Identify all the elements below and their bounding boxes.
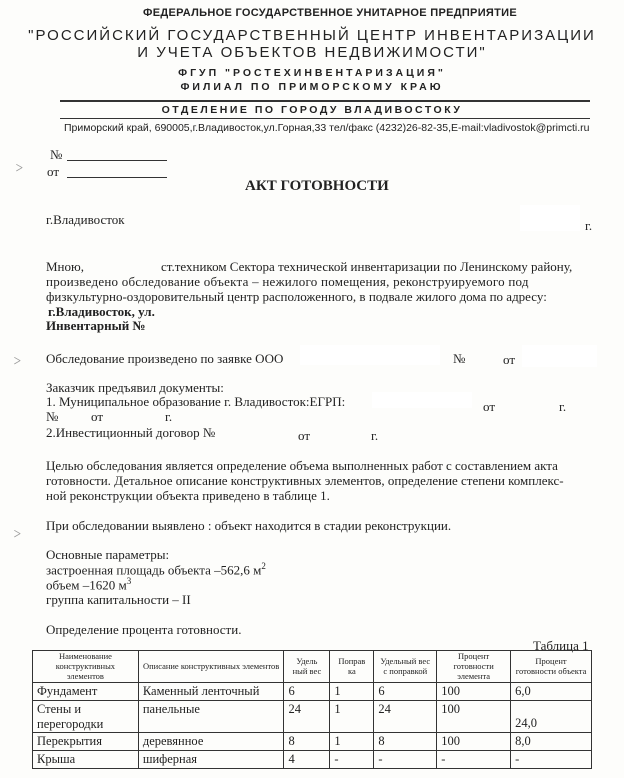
margin-mark-2: ﹥ [8, 349, 26, 369]
cell: 24,0 [511, 701, 592, 733]
cell: Фундамент [33, 683, 139, 701]
table-row [33, 751, 592, 769]
cell: 100 [437, 701, 511, 733]
header-line1: ФЕДЕРАЛЬНОЕ ГОСУДАРСТВЕННОЕ УНИТАРНОЕ ПРЕДПРИЯТИЕ [143, 7, 517, 19]
th-correction: Поправ ка [330, 651, 374, 683]
cell: 1 [330, 701, 374, 733]
header-line5: ФИЛИАЛ ПО ПРИМОРСКОМУ КРАЮ [180, 81, 444, 93]
param-2 [46, 576, 131, 593]
reg-no-line [67, 160, 167, 161]
reg-no-label: № [50, 147, 63, 162]
header-line4: ФГУП "РОСТЕХИНВЕНТАРИЗАЦИЯ" [178, 67, 446, 79]
redacted-company [300, 345, 440, 365]
param-1-sup: 2 [261, 561, 266, 571]
cell: панельные [138, 701, 284, 733]
params-title: Основные параметры: [46, 547, 170, 562]
cell: 4 [284, 751, 330, 769]
finding: При обследовании выявлено : объект находится в стадии реконструкции. [46, 518, 452, 533]
cell: 1 [330, 733, 374, 751]
header-address: Приморский край, 690005,г.Владивосток,ул.Горная,33 тел/факс (4232)26-82-35,E-mail:vladivostok@primcti.ru [64, 122, 590, 134]
redacted-date [520, 205, 580, 231]
cell: деревянное [138, 733, 284, 751]
redacted-egrp [372, 392, 472, 408]
cell: 24 [374, 701, 437, 733]
cell: 6 [284, 683, 330, 701]
th-weight: Удель ный вес [284, 651, 330, 683]
th-description: Описание конструктивных элементов [138, 651, 284, 683]
table-caption: Таблица 1 [533, 638, 589, 653]
cell: - [330, 751, 374, 769]
header-rule-bottom [60, 118, 590, 119]
docs-1-g: г. [559, 399, 567, 414]
param-1-text: застроенная площадь объекта –562,6 м [46, 562, 262, 578]
inventory-no: Инвентарный № [46, 318, 146, 333]
header-line2: "РОССИЙСКИЙ ГОСУДАРСТВЕННЫЙ ЦЕНТР ИНВЕНТАРИЗАЦИИ [28, 27, 596, 44]
docs-1-ot: от [483, 399, 496, 414]
th-corrected-weight: Удельный вес с поправкой [374, 651, 437, 683]
th-element-percent: Процент готовности элемента [437, 651, 511, 683]
percent-title: Определение процента готовности. [46, 622, 242, 637]
redacted-survey-date [522, 345, 597, 367]
table-header-row [33, 651, 592, 683]
docs-1b-ot: от [91, 409, 104, 424]
docs-title: Заказчик предъявил документы: [46, 380, 224, 395]
survey-line: Обследование произведено по заявке ООО [46, 351, 284, 366]
docs-2-ot: от [298, 428, 311, 443]
survey-ot: от [503, 352, 516, 367]
docs-1b-no: № [46, 409, 59, 424]
cell: 6,0 [511, 683, 592, 701]
param-2-text: объем –1620 м [46, 577, 127, 593]
cell: 24 [284, 701, 330, 733]
reg-from-label: от [47, 164, 60, 179]
p1-c: произведено обследование объекта – нежилого помещения, реконструируемого под [46, 274, 529, 289]
margin-mark: ﹥ [10, 156, 28, 176]
cell: Каменный ленточный [138, 683, 284, 701]
table-row [33, 701, 592, 733]
header-rule-top [60, 100, 590, 102]
header-dept: ОТДЕЛЕНИЕ ПО ГОРОДУ ВЛАДИВОСТОКУ [161, 104, 463, 116]
goal-3: ной реконструкции объекта приведено в таблице 1. [46, 488, 330, 503]
readiness-table [32, 650, 592, 769]
cell: 8 [374, 733, 437, 751]
cell: 8 [284, 733, 330, 751]
docs-2: 2.Инвестиционный договор № [46, 425, 216, 440]
th-name: Наименование конструктивных элементов [33, 651, 139, 683]
table-row [33, 733, 592, 751]
table-row [33, 683, 592, 701]
margin-mark-3: ﹥ [8, 522, 26, 542]
place-year-suffix: г. [585, 218, 593, 233]
cell: - [374, 751, 437, 769]
cell: 100 [437, 683, 511, 701]
cell: шиферная [138, 751, 284, 769]
reg-from-line [67, 177, 167, 178]
header-line3: И УЧЕТА ОБЪЕКТОВ НЕДВИЖИМОСТИ" [137, 44, 487, 61]
cell: 1 [330, 683, 374, 701]
cell: 8,0 [511, 733, 592, 751]
p1-b: ст.техником Сектора технической инвентаризации по Ленинскому району, [161, 259, 573, 274]
p1-a: Мною, [46, 259, 84, 274]
cell: Перекрытия [33, 733, 139, 751]
th-object-percent: Процент готовности объекта [511, 651, 592, 683]
page-title: АКТ ГОТОВНОСТИ [245, 178, 389, 194]
param-3: группа капитальности – II [46, 592, 191, 607]
cell: Стены и перегородки [33, 701, 139, 733]
param-2-sup: 3 [126, 576, 132, 586]
cell: - [511, 751, 592, 769]
cell: 100 [437, 733, 511, 751]
cell: 6 [374, 683, 437, 701]
cell: Крыша [33, 751, 139, 769]
p1-d: физкультурно-оздоровительный центр расположенного, в подвале жилого дома по адресу: [46, 289, 547, 304]
place-city: г.Владивосток [46, 212, 125, 227]
cell: - [437, 751, 511, 769]
docs-1: 1. Муниципальное образование г. Владивосток:ЕГРП: [46, 394, 346, 409]
address-line: г.Владивосток, ул. [48, 304, 155, 319]
goal-1: Целью обследования является определение объема выполненных работ с составлением акта [46, 458, 558, 473]
goal-2: готовности. Детальное описание конструктивных элементов, определение степени комплекс- [46, 473, 564, 488]
docs-2-g: г. [371, 428, 379, 443]
survey-no: № [453, 351, 466, 366]
docs-1b-g: г. [165, 409, 173, 424]
